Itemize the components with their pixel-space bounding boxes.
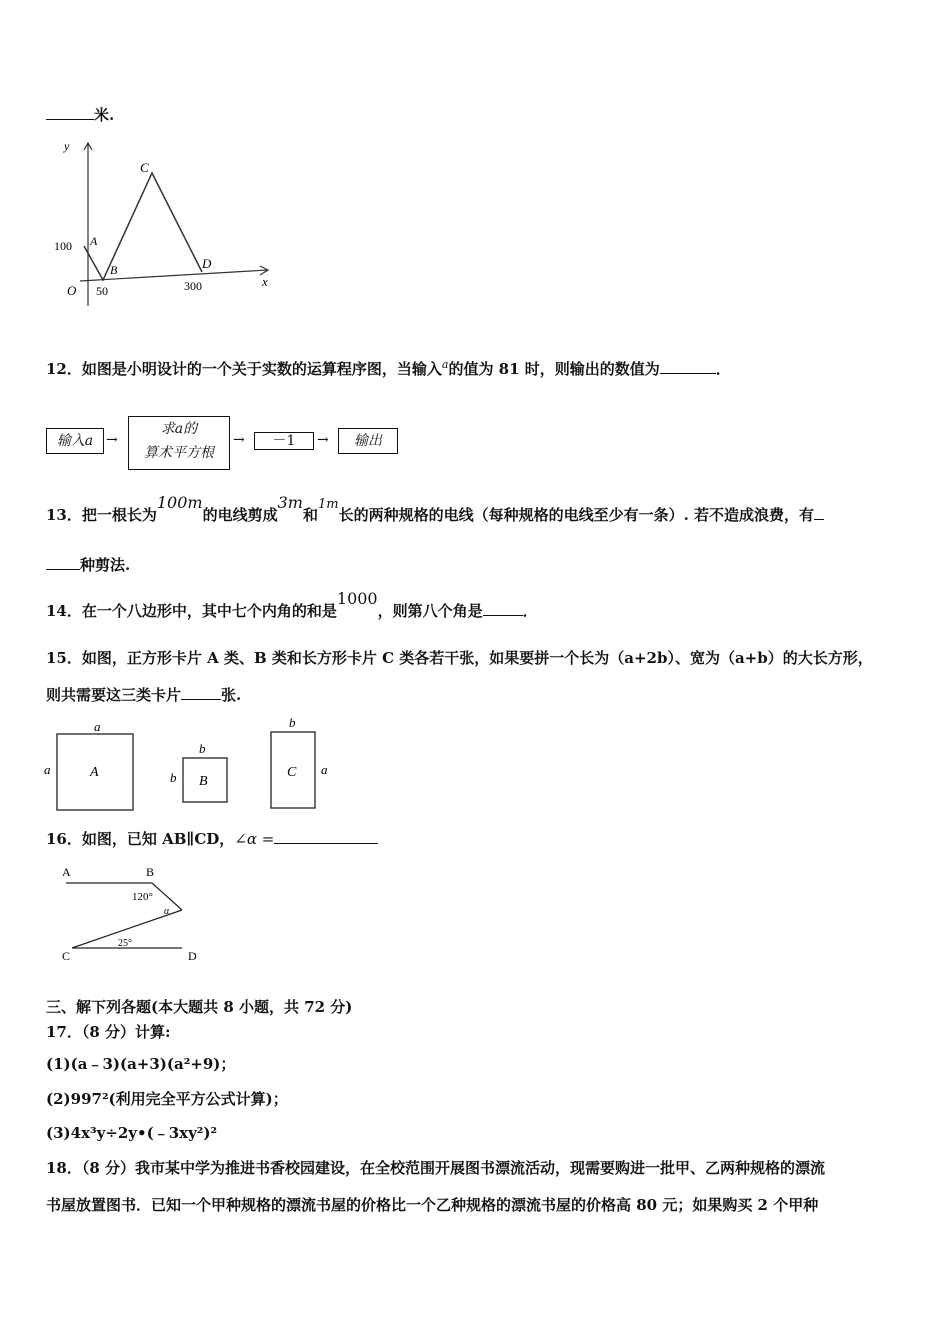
q12-prefix: 12．如图是小明设计的一个关于实数的运算程序图，当输入 [46,360,442,378]
cards-figure [40,712,340,816]
point-b-label: B [110,263,118,277]
question-14 [46,589,538,621]
tick-50: 50 [96,284,108,298]
label-a: A [62,865,71,879]
tick-100: 100 [54,239,72,253]
x-label: x [262,274,268,289]
answer-blank[interactable] [46,105,94,120]
q12-end: ． [715,360,731,378]
unit-text: 米. [94,106,115,124]
point-d-label: D [202,256,212,271]
flow-arrow-2: → [233,432,245,448]
flow-sqrt-line2: 算术平方根 [144,445,214,461]
q14-suffix: ，则第八个角是 [377,602,483,620]
q13-answer-blank-a[interactable] [814,505,824,520]
card-b-side-label: b [170,770,177,785]
flow-sqrt-box [128,416,230,470]
angle-25-label: 25° [118,938,132,949]
q18-line2: 书屋放置图书．已知一个甲种规格的漂流书屋的价格比一个乙种规格的漂流书屋的价格高 80 元；如果购买 2 个甲种 [46,1196,819,1214]
x-axis [80,270,268,281]
q16-angle: ∠α = [234,830,275,848]
y-label: y [64,139,70,153]
q14-answer-blank[interactable] [483,601,523,616]
flow-arrow-3: → [317,432,329,448]
q13-mid1: 的电线剪成 [202,506,278,524]
flow-sqrt-line1: 求a的 [160,421,198,437]
flow-minus-box: －1 [254,432,314,450]
question-15-line2 [46,684,241,705]
angle-120-label: 120° [132,891,153,903]
q13-suffix: 长的两种规格的电线（每种规格的电线至少有一条）. 若不造成浪费，有 [338,506,815,524]
q14-value: 1000 [336,589,378,608]
flow-arrow-1: → [106,432,118,448]
card-b-top-label: b [199,741,206,756]
label-b: B [146,865,155,879]
q17-part3: (3)4x³y÷2y•(﹣3xy²)² [46,1124,218,1142]
origin-label: O [67,283,77,298]
card-c-label: C [287,765,297,780]
q16-prefix: 16．如图，已知 AB∥CD， [46,830,235,848]
question-15-line1: 15．如图，正方形卡片 A 类、B 类和长方形卡片 C 类各若干张，如果要拼一个长为（a+2b）、宽为（a+b）的大长方形， [46,649,873,667]
graph-line-abcd [84,173,202,280]
q18-line1: 18．（8 分）我市某中学为推进书香校园建设，在全校范围开展图书漂流活动，现需要购进一批甲、乙两种规格的漂流 [46,1159,826,1177]
q15-line2-suffix: 张. [221,686,242,704]
tick-300: 300 [184,279,202,293]
question-16 [46,828,378,849]
parallel-lines-figure [56,860,216,966]
q13-len-total: 100m [156,493,203,512]
q14-end: ． [522,602,538,620]
point-a-label: A [90,234,98,248]
question-13 [46,493,824,525]
q16-answer-blank[interactable] [274,829,378,844]
q14-prefix: 14．在一个八边形中，其中七个内角的和是 [46,602,337,620]
q13-answer-blank-b[interactable] [46,555,80,570]
q17-part1: (1)(a﹣3)(a+3)(a²+9)； [46,1055,236,1073]
label-d: D [188,949,197,963]
question-13-line2 [46,554,130,575]
q13-mid2: 和 [302,506,318,524]
card-c-top-label: b [289,715,296,730]
card-a-label: A [90,765,99,780]
alpha-label: α [164,906,170,917]
card-c-side-label: a [321,762,328,777]
q17-title: 17．（8 分）计算: [46,1023,171,1041]
q13-prefix: 13．把一根长为 [46,506,157,524]
card-a-top-label: a [94,719,101,734]
card-a-side-label: a [44,762,51,777]
q12-var: a [441,358,449,371]
q12-suffix: 的值为 81 时，则输出的数值为 [448,360,660,378]
question-12 [46,358,731,379]
q12-answer-blank[interactable] [660,359,716,374]
q13-len-b: 1m [317,497,339,512]
label-c: C [62,949,71,963]
card-b-label: B [199,774,208,789]
flow-output-box: 输出 [338,428,398,454]
distance-time-graph [50,138,280,313]
q17-part2: (2)997²(利用完全平方公式计算)； [46,1090,288,1108]
q15-answer-blank[interactable] [181,685,221,700]
q13-line2: 种剪法. [80,556,131,574]
section-3-title: 三、解下列各题(本大题共 8 小题，共 72 分) [46,998,353,1016]
q13-len-a: 3m [277,493,303,512]
top-answer-line [46,104,114,125]
point-c-label: C [140,160,149,175]
flow-input-box: 输入a [46,428,104,454]
q15-line2-prefix: 则共需要这三类卡片 [46,686,182,704]
